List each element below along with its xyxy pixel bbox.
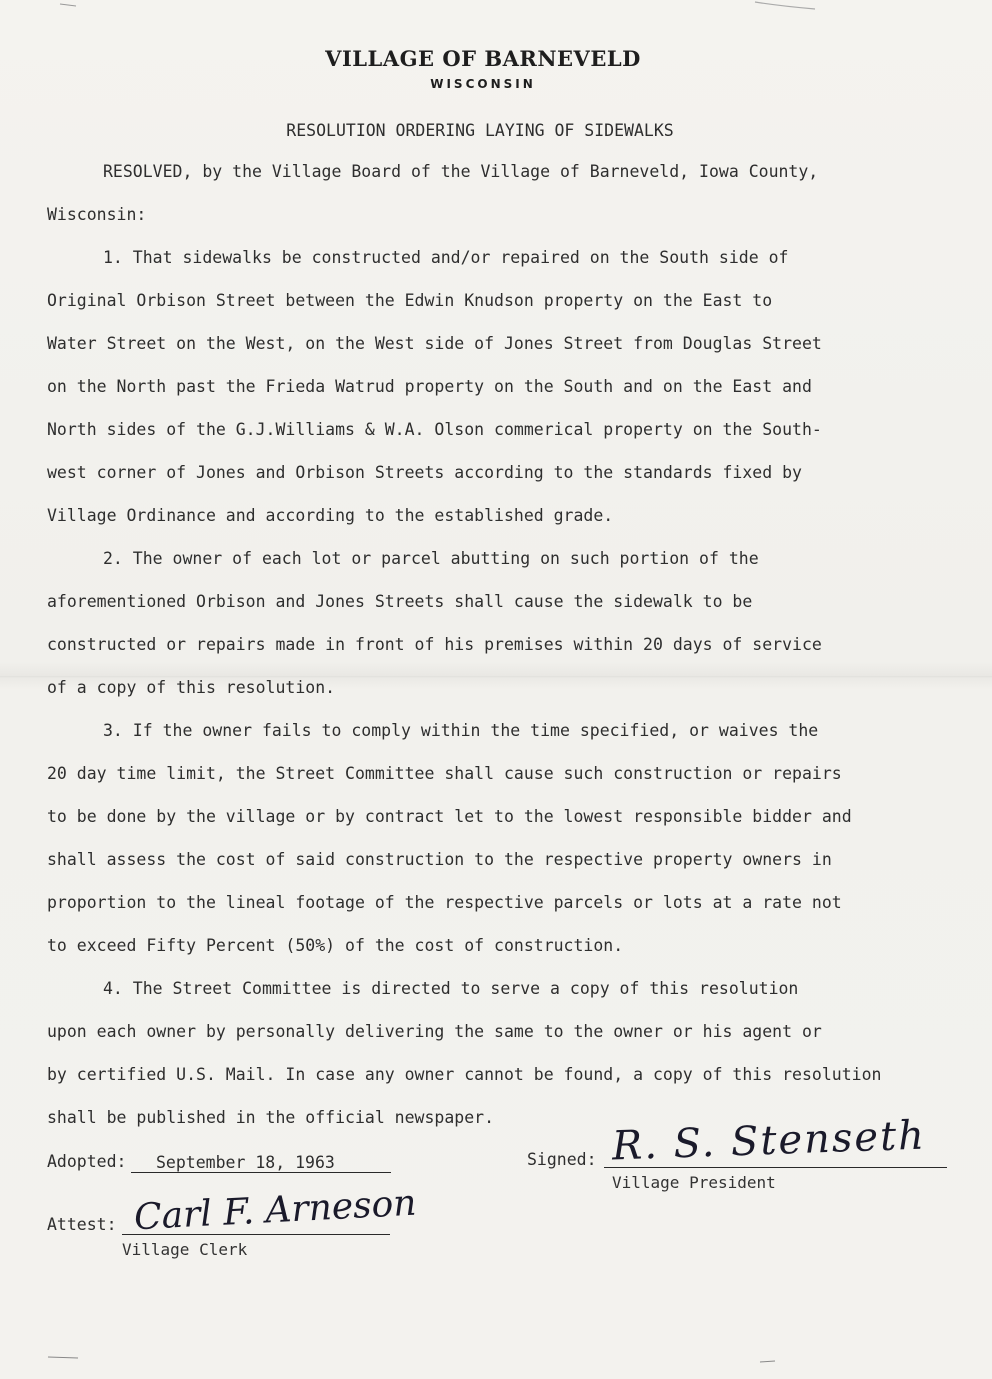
body-line: North sides of the G.J.Williams & W.A. Olson commerical property on the South-	[47, 420, 822, 439]
resolution-heading: RESOLUTION ORDERING LAYING OF SIDEWALKS	[286, 121, 674, 140]
body-line: by certified U.S. Mail. In case any owner cannot be found, a copy of this resolution	[47, 1065, 882, 1084]
body-line: west corner of Jones and Orbison Streets according to the standards fixed by	[47, 463, 802, 482]
document-subtitle: WISCONSIN	[430, 77, 536, 91]
attest-label: Attest:	[47, 1215, 117, 1234]
body-line: Wisconsin:	[47, 205, 147, 224]
body-line: shall be published in the official newspaper.	[47, 1108, 495, 1127]
signed-title: Village President	[612, 1173, 776, 1192]
body-line: 1. That sidewalks be constructed and/or repaired on the South side of	[103, 248, 789, 267]
body-line: shall assess the cost of said construction to the respective property owners in	[47, 850, 832, 869]
body-line: on the North past the Frieda Watrud property on the South and on the East and	[47, 377, 812, 396]
body-line: Water Street on the West, on the West side of Jones Street from Douglas Street	[47, 334, 822, 353]
body-line: of a copy of this resolution.	[47, 678, 336, 697]
adopted-label: Adopted:	[47, 1152, 127, 1171]
body-line: 20 day time limit, the Street Committee shall cause such construction or repairs	[47, 764, 842, 783]
body-line: 3. If the owner fails to comply within the time specified, or waives the	[103, 721, 819, 740]
body-line: Original Orbison Street between the Edwin Knudson property on the East to	[47, 291, 773, 310]
body-line: to be done by the village or by contract let to the lowest responsible bidder and	[47, 807, 852, 826]
body-line: 4. The Street Committee is directed to serve a copy of this resolution	[103, 979, 799, 998]
adopted-date: September 18, 1963	[156, 1153, 335, 1172]
clerk-signature: Carl F. Arneson	[133, 1182, 418, 1239]
document-title: VILLAGE OF BARNEVELD	[325, 46, 641, 71]
attest-title: Village Clerk	[122, 1240, 248, 1259]
body-line: Village Ordinance and according to the established grade.	[47, 506, 614, 525]
body-line: constructed or repairs made in front of his premises within 20 days of service	[47, 635, 822, 654]
signed-label: Signed:	[527, 1150, 597, 1169]
body-line: upon each owner by personally delivering the same to the owner or his agent or	[47, 1022, 822, 1041]
body-line: to exceed Fifty Percent (50%) of the cost of construction.	[47, 936, 624, 955]
body-line: aforementioned Orbison and Jones Streets shall cause the sidewalk to be	[47, 592, 753, 611]
body-line: RESOLVED, by the Village Board of the Village of Barneveld, Iowa County,	[103, 162, 819, 181]
president-signature: R. S. Stenseth	[611, 1112, 927, 1170]
body-line: proportion to the lineal footage of the respective parcels or lots at a rate not	[47, 893, 842, 912]
body-line: 2. The owner of each lot or parcel abutting on such portion of the	[103, 549, 759, 568]
